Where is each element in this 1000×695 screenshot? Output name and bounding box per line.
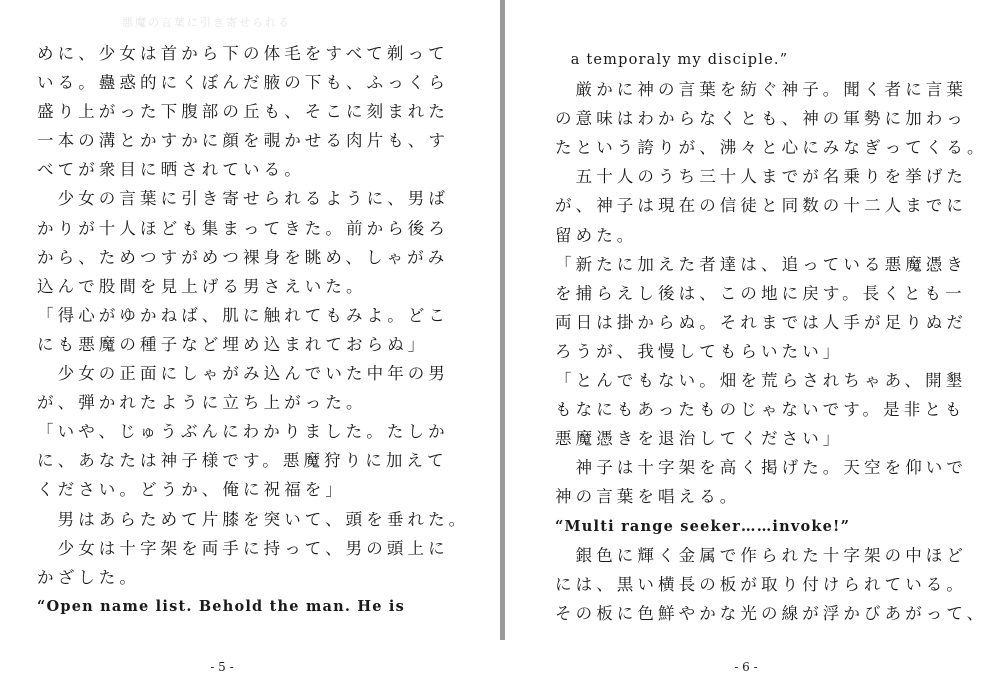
page-gutter-divider [500,0,505,640]
text-line: 神の言葉を唱える。 [555,487,741,507]
text-line: かざした。 [37,567,140,587]
text-line: かりが十人ほども集まってきた。前から後ろ [37,218,449,238]
right-page-number: - 6 - [734,660,758,674]
text-line: 神子は十字架を高く掲げた。天空を仰いで [555,458,967,478]
text-line: ろうが、我慢してもらいたい」 [555,341,844,361]
text-line: めに、少女は首から下の体毛をすべて剃って [37,44,449,63]
text-line: が、神子は現在の信徒と同数の十二人までに [555,196,967,216]
text-line: が、弾かれたように立ち上がった。 [37,393,367,413]
text-line: 込んで股間を見上げる男さえいた。 [37,276,367,296]
text-line: を捕らえし後は、この地に戻す。長くとも一 [555,283,966,303]
text-line: にも悪魔の種子など埋め込まれておらぬ」 [37,334,429,354]
text-line: べてが衆目に晒されている。 [37,160,305,180]
left-page-number: - 5 - [210,660,234,674]
text-line: 盛り上がった下腹部の丘も、そこに刻まれた [37,102,449,122]
left-page-body [37,39,470,621]
text-line: 悪魔憑きを退治してください」 [555,429,844,449]
text-line: 五十人のうち三十人までが名乗りを挙げた [555,167,967,187]
text-line: 一本の溝とかすかに顔を覗かせる肉片も、す [37,131,449,151]
text-line: 少女の言葉に引き寄せられるように、男ば [37,189,449,209]
text-line: その板に色鮮やかな光の線が浮かびあがって、 [555,603,988,623]
text-line: いる。蠱惑的にくぼんだ腋の下も、ふっくら [37,73,449,93]
text-line: 少女は十字架を両手に持って、男の頭上に [37,538,449,558]
text-line: 銀色に輝く金属で作られた十字架の中ほど [555,545,967,565]
bleed-through-text: 悪魔の言葉に引き寄せられる [122,16,291,29]
text-line: 「新たに加えた者達は、追っている悪魔憑き [555,254,967,274]
text-line: 「得心がゆかねば、肌に触れてもみよ。どこ [37,305,449,325]
text-line: 両日は掛からぬ。それまでは人手が足りぬだ [555,312,967,332]
text-line: 留めた。 [555,225,638,245]
right-page [506,0,1000,695]
text-line: もなにもあったものじゃないです。是非とも [555,400,966,420]
text-line: には、黒い横長の板が取り付けられている。 [555,574,967,594]
text-line: 少女の正面にしゃがみ込んでいた中年の男 [37,364,449,384]
text-line: a temporaly my disciple.” [555,52,789,68]
text-line: 「いや、じゅうぶんにわかりました。たしか [37,422,449,442]
text-line: から、ためつすがめつ裸身を眺め、しゃがみ [37,247,449,267]
right-page-body [555,46,988,628]
text-line: に、あなたは神子様です。悪魔狩りに加えて [37,451,448,471]
text-line: 「とんでもない。畑を荒らされちゃあ、開墾 [555,371,967,391]
text-line: 男はあらためて片膝を突いて、頭を垂れた。 [37,509,470,529]
text-line: “Multi range seeker……invoke!” [555,517,851,535]
text-line: “Open name list. Behold the man. He is [37,597,405,615]
text-line: たという誇りが、沸々と心にみなぎってくる。 [555,138,988,158]
text-line: の意味はわからなくとも、神の軍勢に加わっ [555,109,967,129]
text-line: 厳かに神の言葉を紡ぐ神子。聞く者に言葉 [555,80,967,100]
text-line: ください。どうか、俺に祝福を」 [37,480,346,500]
